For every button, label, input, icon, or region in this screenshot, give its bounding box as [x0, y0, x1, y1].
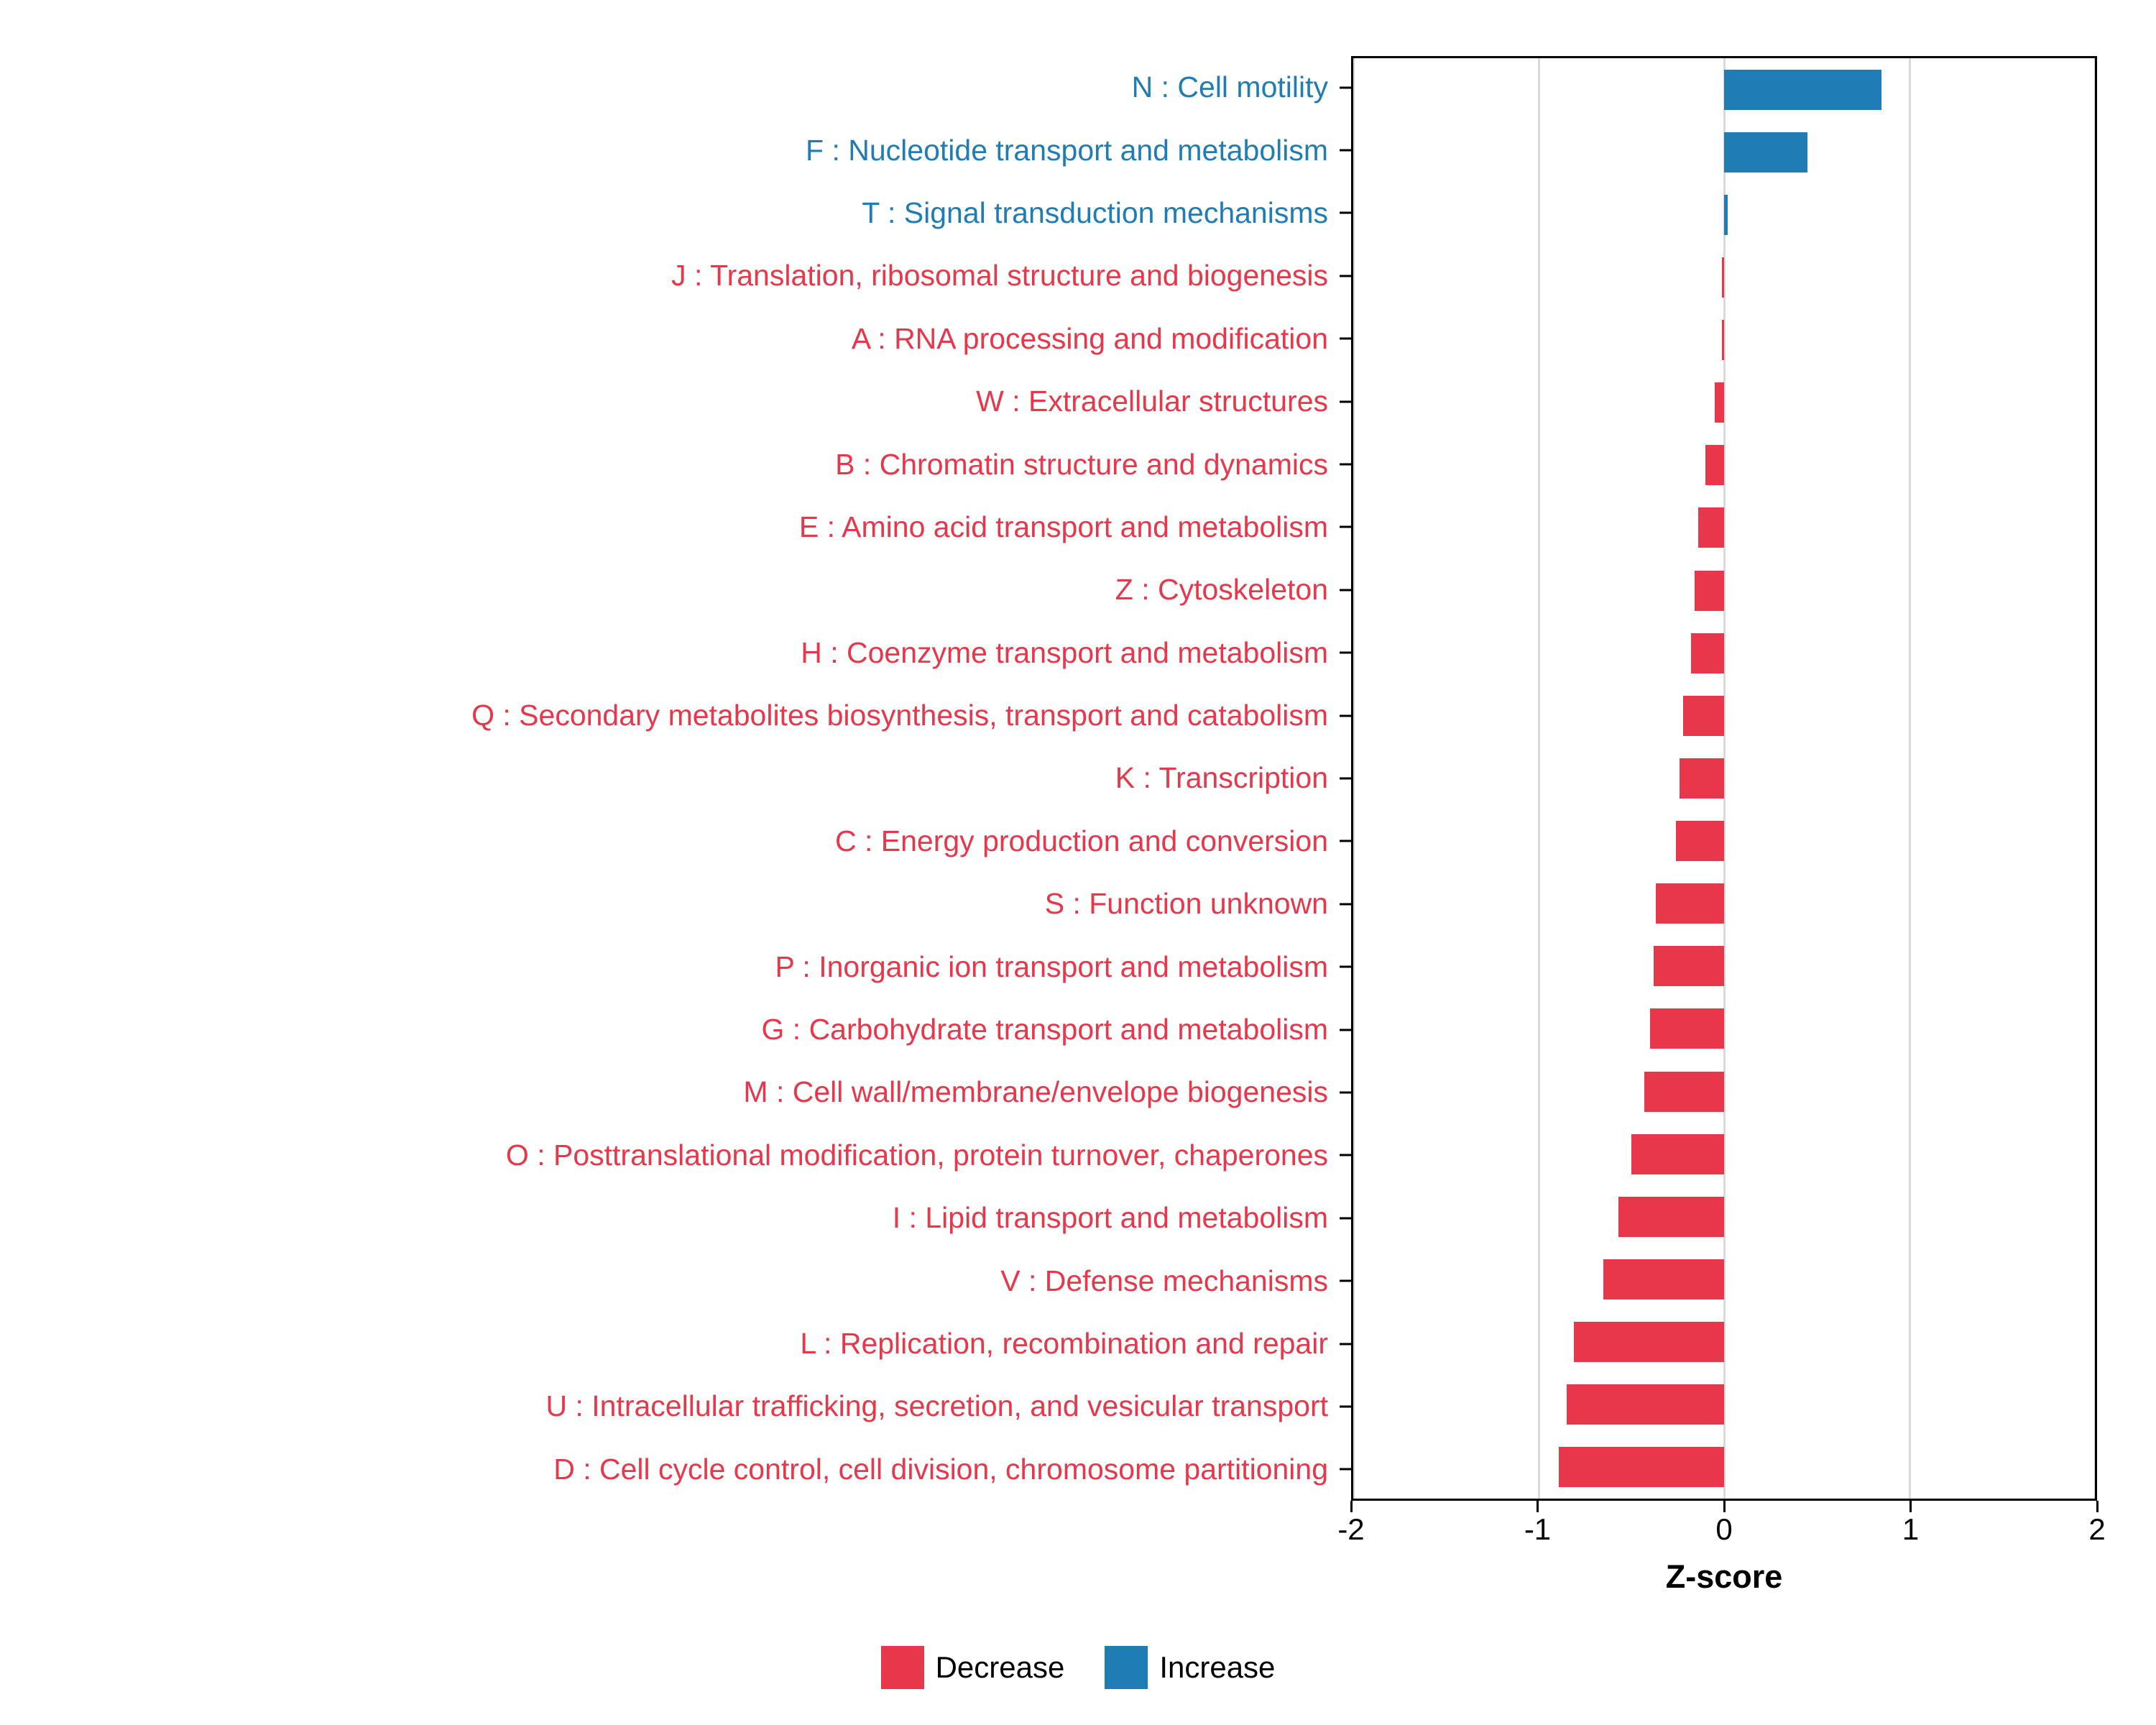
category-label: V : Defense mechanisms [1000, 1264, 1328, 1297]
category-label: N : Cell motility [1131, 70, 1328, 104]
x-axis-tick [1350, 1501, 1353, 1512]
x-axis-tick-labels [1337, 1512, 2106, 1552]
bar-row [1353, 559, 2095, 622]
category-tick [1338, 810, 1351, 873]
x-axis-tick [1909, 1501, 1912, 1512]
legend-swatch [1105, 1646, 1148, 1689]
category-tick [1338, 873, 1351, 935]
x-axis-ticks [1351, 1501, 2097, 1512]
bar [1650, 1008, 1724, 1049]
bar-row [1353, 309, 2095, 372]
category-tick [1338, 1375, 1351, 1438]
bar-row [1353, 684, 2095, 747]
bar-row [1353, 1185, 2095, 1248]
bar [1695, 571, 1724, 611]
category-label: M : Cell wall/membrane/envelope biogenesis [743, 1075, 1328, 1109]
bar [1724, 132, 1807, 172]
bar [1656, 883, 1724, 924]
category-label: E : Amino acid transport and metabolism [798, 510, 1328, 543]
category-tick [1338, 558, 1351, 621]
x-axis-tick-label: 0 [1715, 1512, 1733, 1546]
x-axis-tick-label: 1 [1902, 1512, 1920, 1546]
category-label: K : Transcription [1115, 761, 1328, 795]
category-label: Q : Secondary metabolites biosynthesis, transport and catabolism [471, 699, 1328, 732]
bar-row [1353, 998, 2095, 1060]
category-tick [1338, 1249, 1351, 1312]
x-axis-tick-label: -2 [1337, 1512, 1365, 1546]
legend-label: Increase [1159, 1650, 1276, 1684]
category-axis-ticks [1338, 56, 1351, 1501]
legend-item [1105, 1646, 1275, 1689]
category-label: C : Energy production and conversion [834, 824, 1328, 857]
category-tick [1338, 496, 1351, 558]
bar [1618, 1197, 1724, 1237]
category-tick [1338, 1438, 1351, 1501]
category-tick [1338, 433, 1351, 495]
bar-row [1353, 747, 2095, 809]
bar-rows [1353, 58, 2095, 1499]
category-tick [1338, 1061, 1351, 1123]
category-tick [1338, 119, 1351, 181]
category-label: F : Nucleotide transport and metabolism [806, 133, 1328, 167]
bar [1567, 1384, 1724, 1425]
category-label: B : Chromatin structure and dynamics [835, 447, 1328, 481]
category-tick [1338, 998, 1351, 1061]
bar [1631, 1134, 1724, 1174]
bar [1724, 195, 1728, 235]
bar [1691, 633, 1724, 673]
bar [1574, 1322, 1724, 1362]
category-label: P : Inorganic ion transport and metabolism [775, 949, 1328, 983]
category-label: H : Coenzyme transport and metabolism [801, 635, 1328, 669]
bar [1705, 445, 1724, 485]
bar-row [1353, 246, 2095, 308]
bar-row [1353, 1248, 2095, 1310]
category-label: Z : Cytoskeleton [1115, 573, 1328, 607]
category-label: J : Translation, ribosomal structure and biogenesis [671, 259, 1328, 293]
legend-item [881, 1646, 1065, 1689]
bar [1722, 320, 1724, 360]
bar-row [1353, 1311, 2095, 1374]
legend [0, 1646, 2156, 1689]
bar-row [1353, 1436, 2095, 1499]
bar [1644, 1072, 1724, 1112]
legend-swatch [881, 1646, 924, 1689]
category-label: O : Posttranslational modification, protein turnover, chaperones [505, 1138, 1328, 1172]
plot-panel [1351, 56, 2097, 1501]
category-tick [1338, 1187, 1351, 1249]
bar-row [1353, 121, 2095, 183]
bar [1680, 758, 1724, 799]
category-label: D : Cell cycle control, cell division, chromosome partitioning [553, 1452, 1328, 1486]
category-label: I : Lipid transport and metabolism [892, 1201, 1328, 1235]
bar [1698, 507, 1724, 548]
category-tick [1338, 56, 1351, 119]
bar-row [1353, 935, 2095, 998]
x-axis-tick [1537, 1501, 1539, 1512]
category-label: W : Extracellular structures [976, 385, 1328, 418]
category-label: L : Replication, recombination and repair [800, 1326, 1328, 1360]
bar-row [1353, 1060, 2095, 1123]
bar-row [1353, 372, 2095, 434]
category-label: S : Function unknown [1044, 887, 1328, 921]
category-tick [1338, 308, 1351, 370]
legend-label: Decrease [935, 1650, 1065, 1684]
bar-row [1353, 873, 2095, 935]
bar [1715, 382, 1724, 423]
bar [1724, 70, 1881, 110]
bar [1676, 821, 1724, 861]
category-tick [1338, 182, 1351, 244]
bar-row [1353, 1374, 2095, 1436]
x-axis-title: Z-score [1665, 1558, 1783, 1595]
category-label: T : Signal transduction mechanisms [862, 196, 1328, 229]
bar-row [1353, 497, 2095, 559]
bar-row [1353, 434, 2095, 497]
category-label: A : RNA processing and modification [851, 321, 1328, 355]
category-tick [1338, 370, 1351, 433]
category-axis-labels [0, 56, 1338, 1501]
category-tick [1338, 1312, 1351, 1375]
category-tick [1338, 684, 1351, 747]
bar-row [1353, 810, 2095, 873]
bar [1683, 696, 1724, 736]
bar-row [1353, 622, 2095, 684]
category-tick [1338, 935, 1351, 998]
bar [1559, 1447, 1724, 1487]
category-label: U : Intracellular trafficking, secretion, and vesicular transport [545, 1389, 1328, 1423]
x-axis-tick-label: 2 [2088, 1512, 2106, 1546]
category-tick [1338, 1124, 1351, 1187]
x-axis-tick-label: -1 [1524, 1512, 1552, 1546]
x-axis-tick [2096, 1501, 2099, 1512]
bar [1722, 257, 1724, 298]
bar-row [1353, 58, 2095, 121]
category-tick [1338, 244, 1351, 307]
bar [1654, 946, 1724, 986]
category-label: G : Carbohydrate transport and metabolism [761, 1013, 1328, 1046]
category-tick [1338, 622, 1351, 684]
bar [1603, 1259, 1724, 1300]
x-axis-tick [1723, 1501, 1726, 1512]
bar-row [1353, 183, 2095, 246]
bar-row [1353, 1123, 2095, 1185]
category-tick [1338, 747, 1351, 809]
